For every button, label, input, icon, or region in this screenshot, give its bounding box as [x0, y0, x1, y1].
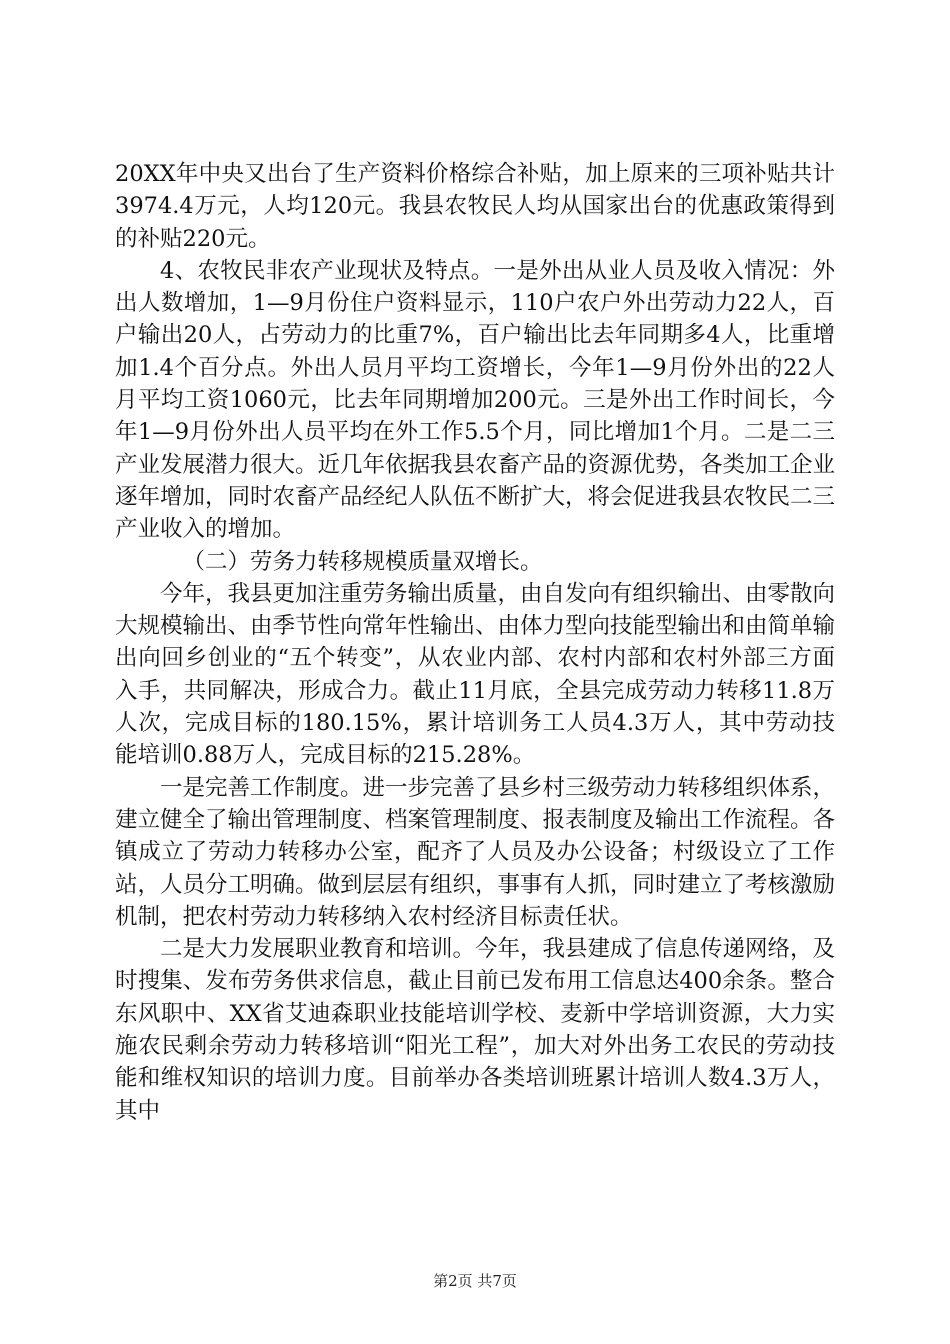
paragraph-3: 今年，我县更加注重劳务输出质量，由自发向有组织输出、由零散向大规模输出、由季节性向常年性输出、由体力型向技能型输出和由简单输出向回乡创业的“五个转变”，从农业内部、农村内部和农村外部三方面入手，共同解决，形成合力。截止11月底，全县完成劳动力转移11.8万人次，完成目标的180.15%，累计培训务工人员4.3万人，其中劳动技能培训0.88万人，完成目标的215.28%。 [115, 580, 836, 769]
paragraph-5: 二是大力发展职业教育和培训。今年，我县建成了信息传递网络，及时搜集、发布劳务供求信息，截止目前已发布用工信息达400余条。整合东风职中、XX省艾迪森职业技能培训学校、麦新中学培训资源，大力实施农民剩余劳动力转移培训“阳光工程”，加大对外出务工农民的劳动技能和维权知识的培训力度。目前举办各类培训班累计培训人数4.3万人，其中 [115, 936, 836, 1124]
section-heading: （二）劳务力转移规模质量双增长。 [182, 548, 543, 575]
page-footer: 第2页 共7页 [433, 1272, 517, 1290]
document-body [115, 158, 835, 1127]
paragraph-2: 4、农牧民非农产业现状及特点。一是外出从业人员及收入情况：外出人数增加，1—9月份住户资料显示，110户农户外出劳动力22人，百户输出20人，占劳动力的比重7%，百户输出比去年同期多4人，比重增加1.4个百分点。外出人员月平均工资增长，今年1—9月份外出的22人月平均工资1060元，比去年同期增加200元。三是外出工作时间长，今年1—9月份外出人员平均在外工作5.5个月，同比增加1个月。二是二三产业发展潜力很大。近几年依据我县农畜产品的资源优势，各类加工企业逐年增加，同时农畜产品经纪人队伍不断扩大，将会促进我县农牧民二三产业收入的增加。 [115, 257, 836, 543]
paragraph-4: 一是完善工作制度。进一步完善了县乡村三级劳动力转移组织体系，建立健全了输出管理制度、档案管理制度、报表制度及输出工作流程。各镇成立了劳动力转移办公室，配齐了人员及办公设备；村级设立了工作站，人员分工明确。做到层层有组织，事事有人抓，同时建立了考核激励机制，把农村劳动力转移纳入农村经济目标责任状。 [115, 774, 836, 930]
paragraph-1: 20XX年中央又出台了生产资料价格综合补贴，加上原来的三项补贴共计3974.4万元，人均120元。我县农牧民人均从国家出台的优惠政策得到的补贴220元。 [115, 161, 835, 252]
